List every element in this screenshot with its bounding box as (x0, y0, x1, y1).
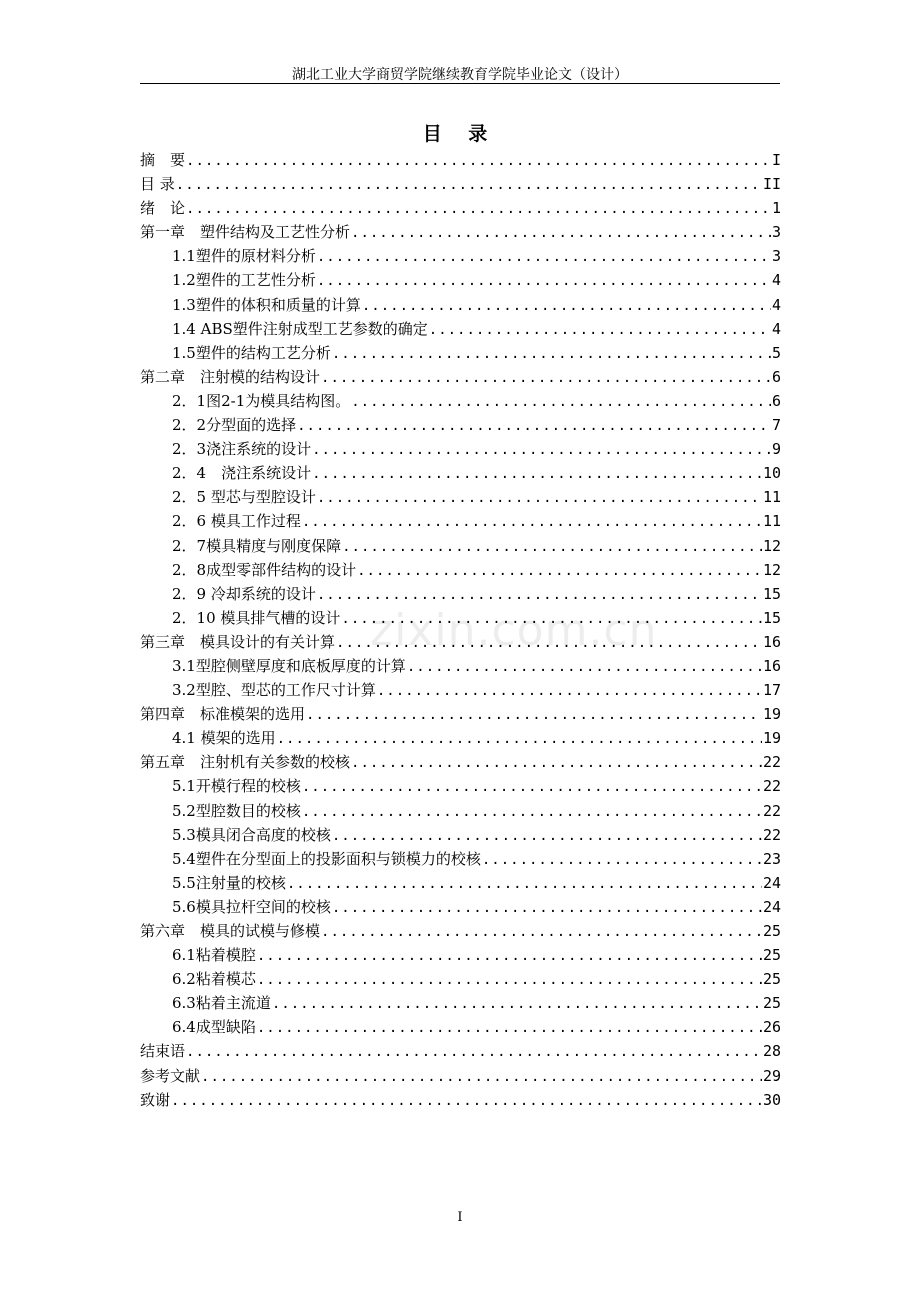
toc-entry-page: 3 (771, 247, 781, 266)
toc-entry-label: 6.2粘着模芯 (172, 970, 256, 989)
toc-entry-page: 28 (762, 1042, 781, 1061)
toc-entry[interactable] (140, 317, 781, 341)
toc-entry-page: 19 (762, 705, 781, 724)
toc-leader-dots (362, 294, 771, 318)
toc-leader-dots (257, 944, 762, 968)
toc-entry-label: 6.4成型缺陷 (172, 1018, 256, 1037)
toc-entry[interactable] (140, 172, 781, 196)
toc-leader-dots (186, 197, 771, 221)
toc-entry-label: 5.6模具拉杆空间的校核 (172, 897, 331, 916)
toc-leader-dots (332, 824, 762, 848)
toc-leader-dots (332, 896, 762, 920)
toc-leader-dots (176, 173, 762, 197)
toc-entry[interactable] (140, 654, 781, 678)
toc-entry-label: 2．1图2-1为模具结构图。 (172, 391, 351, 410)
toc-entry[interactable] (140, 774, 781, 798)
toc-entry-label: 致谢 (140, 1090, 171, 1109)
toc-entry-label: 6.1粘着模腔 (172, 946, 256, 965)
toc-entry-label: 6.3粘着主流道 (172, 994, 271, 1013)
toc-leader-dots (317, 245, 771, 269)
toc-leader-dots (321, 366, 771, 390)
toc-entry-page: 4 (771, 271, 781, 290)
toc-entry-page: 11 (762, 488, 781, 507)
toc-entry[interactable] (140, 726, 781, 750)
toc-entry[interactable] (140, 799, 781, 823)
toc-entry[interactable] (140, 244, 781, 268)
toc-leader-dots (317, 269, 771, 293)
toc-entry[interactable] (140, 558, 781, 582)
toc-entry[interactable] (140, 895, 781, 919)
header-rule (140, 83, 780, 84)
toc-entry-page: 15 (762, 608, 781, 627)
toc-entry-label: 2．6 模具工作过程 (172, 512, 301, 531)
toc-entry[interactable] (140, 1015, 781, 1039)
toc-entry-label: 5.2型腔数目的校核 (172, 801, 301, 820)
toc-entry[interactable] (140, 365, 781, 389)
toc-entry-label: 第六章 模具的试模与修模 (140, 922, 321, 940)
toc-entry[interactable] (140, 293, 781, 317)
toc-entry-page: 5 (771, 343, 781, 362)
toc-entry[interactable] (140, 1064, 781, 1088)
toc-entry[interactable] (140, 389, 781, 413)
toc-entry-page: 26 (762, 1018, 781, 1037)
toc-entry-page: 25 (762, 970, 781, 989)
toc-entry-label: 摘 要 (140, 151, 186, 169)
toc-entry-label: 第五章 注射机有关参数的校核 (140, 753, 351, 772)
toc-leader-dots (357, 559, 762, 583)
toc-leader-dots (312, 438, 771, 462)
toc-entry[interactable] (140, 943, 781, 967)
toc-entry-page: 12 (762, 536, 781, 555)
toc-entry-page: 22 (762, 825, 781, 844)
toc-entry[interactable] (140, 702, 781, 726)
toc-leader-dots (186, 149, 771, 173)
toc-entry-label: 第一章 塑件结构及工艺性分析 (140, 223, 351, 242)
toc-leader-dots (342, 535, 762, 559)
page-number: I (457, 1210, 463, 1225)
toc-entry-page: 12 (762, 560, 781, 579)
toc-entry[interactable] (140, 750, 781, 774)
toc-leader-dots (377, 679, 762, 703)
toc-entry-label: 2．8成型零部件结构的设计 (172, 560, 357, 579)
toc-leader-dots (201, 1065, 762, 1089)
toc-entry[interactable] (140, 148, 781, 172)
toc-leader-dots (297, 414, 771, 438)
toc-entry-label: 2．7模具精度与刚度保障 (172, 536, 342, 555)
toc-entry-page: II (762, 175, 781, 194)
toc-entry-page: 24 (762, 873, 781, 892)
toc-entry-label: 3.1型腔侧壁厚度和底板厚度的计算 (172, 656, 406, 675)
toc-leader-dots (407, 655, 762, 679)
toc-entry-page: 30 (762, 1090, 781, 1109)
toc-entry-label: 1.1塑件的原材料分析 (172, 247, 316, 266)
toc-entry-label: 1.3塑件的体积和质量的计算 (172, 295, 361, 314)
toc-leader-dots (277, 727, 762, 751)
toc-entry-page: 9 (771, 440, 781, 459)
toc-leader-dots (351, 751, 762, 775)
toc-entry-page: 25 (762, 922, 781, 940)
toc-entry-label: 结束语 (140, 1042, 186, 1061)
toc-entry[interactable] (140, 196, 781, 220)
toc-leader-dots (306, 703, 762, 727)
toc-entry-label: 1.4 ABS塑件注射成型工艺参数的确定 (172, 319, 428, 338)
toc-entry-page: 16 (762, 632, 781, 651)
toc-entry[interactable] (140, 509, 781, 533)
toc-entry-page: 22 (762, 801, 781, 820)
toc-entry-page: 24 (762, 897, 781, 916)
toc-entry-page: 23 (762, 849, 781, 868)
toc-entry-label: 2．2分型面的选择 (172, 416, 297, 435)
toc-entry[interactable] (140, 413, 781, 437)
toc-entry-label: 第四章 标准模架的选用 (140, 705, 306, 724)
toc-entry-page: 15 (762, 584, 781, 603)
toc-entry-label: 2．5 型芯与型腔设计 (172, 488, 316, 507)
toc-entry[interactable] (140, 847, 781, 871)
toc-entry[interactable] (140, 991, 781, 1015)
toc-entry-label: 4.1 模架的选用 (172, 729, 276, 748)
toc-entry-label: 5.1开模行程的校核 (172, 777, 301, 796)
toc-entry-label: 5.5注射量的校核 (172, 873, 286, 892)
toc-entry[interactable] (140, 967, 781, 991)
toc-entry-label: 2．3浇注系统的设计 (172, 440, 312, 459)
toc-leader-dots (482, 848, 762, 872)
toc-leader-dots (351, 390, 771, 414)
toc-entry-page: 3 (771, 223, 781, 242)
toc-leader-dots (332, 342, 771, 366)
toc-leader-dots (257, 968, 762, 992)
toc-leader-dots (302, 510, 762, 534)
toc-entry[interactable] (140, 437, 781, 461)
toc-entry-page: 25 (762, 946, 781, 965)
toc-entry[interactable] (140, 220, 781, 244)
toc-entry[interactable] (140, 919, 781, 943)
toc-entry-label: 第三章 模具设计的有关计算 (140, 632, 336, 651)
toc-entry[interactable] (140, 485, 781, 509)
toc-entry[interactable] (140, 1039, 781, 1063)
toc-entry-page: 25 (762, 994, 781, 1013)
toc-entry-page: 17 (762, 681, 781, 700)
toc-leader-dots (186, 1040, 762, 1064)
toc-entry-page: 6 (771, 367, 781, 386)
toc-leader-dots (312, 462, 762, 486)
toc-leader-dots (302, 800, 762, 824)
toc-entry[interactable] (140, 341, 781, 365)
toc-entry-page: I (771, 151, 781, 169)
toc-entry-label: 3.2型腔、型芯的工作尺寸计算 (172, 681, 376, 700)
watermark: zixin.com.cn (370, 605, 658, 656)
toc-leader-dots (302, 775, 762, 799)
toc-entry-page: 11 (762, 512, 781, 531)
toc-leader-dots (317, 486, 762, 510)
toc-entry-page: 10 (762, 464, 781, 483)
toc-entry[interactable] (140, 678, 781, 702)
toc-leader-dots (429, 318, 771, 342)
toc-entry-page: 22 (762, 777, 781, 796)
toc-leader-dots (351, 221, 771, 245)
toc-entry-label: 2．9 冷却系统的设计 (172, 584, 316, 603)
toc-entry-page: 16 (762, 656, 781, 675)
toc-leader-dots (272, 992, 762, 1016)
toc-entry[interactable] (140, 461, 781, 485)
toc-leader-dots (171, 1089, 762, 1113)
toc-leader-dots (257, 1016, 762, 1040)
toc-entry[interactable] (140, 582, 781, 606)
toc-entry-page: 19 (762, 729, 781, 748)
toc-entry-page: 4 (771, 295, 781, 314)
toc-entry[interactable] (140, 268, 781, 292)
toc-entry[interactable] (140, 1088, 781, 1112)
toc-entry-label: 参考文献 (140, 1066, 201, 1085)
toc-entry-page: 29 (762, 1066, 781, 1085)
toc-entry[interactable] (140, 871, 781, 895)
toc-entry-label: 绪 论 (140, 199, 186, 218)
toc-entry-page: 7 (771, 416, 781, 435)
toc-entry-label: 第二章 注射模的结构设计 (140, 367, 321, 386)
toc-leader-dots (321, 920, 762, 944)
toc-entry-label: 1.5塑件的结构工艺分析 (172, 343, 331, 362)
toc-entry-page: 22 (762, 753, 781, 772)
toc-entry-page: 4 (771, 319, 781, 338)
toc-entry-label: 目 录 (140, 175, 175, 194)
toc-entry-label: 5.4塑件在分型面上的投影面积与锁模力的校核 (172, 849, 481, 868)
toc-entry-page: 6 (771, 391, 781, 410)
toc-entry-label: 1.2塑件的工艺性分析 (172, 271, 316, 290)
toc-entry[interactable] (140, 823, 781, 847)
toc-entry-page: 1 (771, 199, 781, 218)
toc-title: 目 录 (422, 123, 498, 145)
running-header: 湖北工业大学商贸学院继续教育学院毕业论文（设计） (292, 67, 628, 83)
toc-leader-dots (287, 872, 762, 896)
toc-entry[interactable] (140, 534, 781, 558)
toc-entry-label: 2．4 浇注系统设计 (172, 464, 312, 483)
toc-entry-label: 2．10 模具排气槽的设计 (172, 608, 341, 627)
toc-entry-label: 5.3模具闭合高度的校核 (172, 825, 331, 844)
toc-leader-dots (317, 583, 762, 607)
